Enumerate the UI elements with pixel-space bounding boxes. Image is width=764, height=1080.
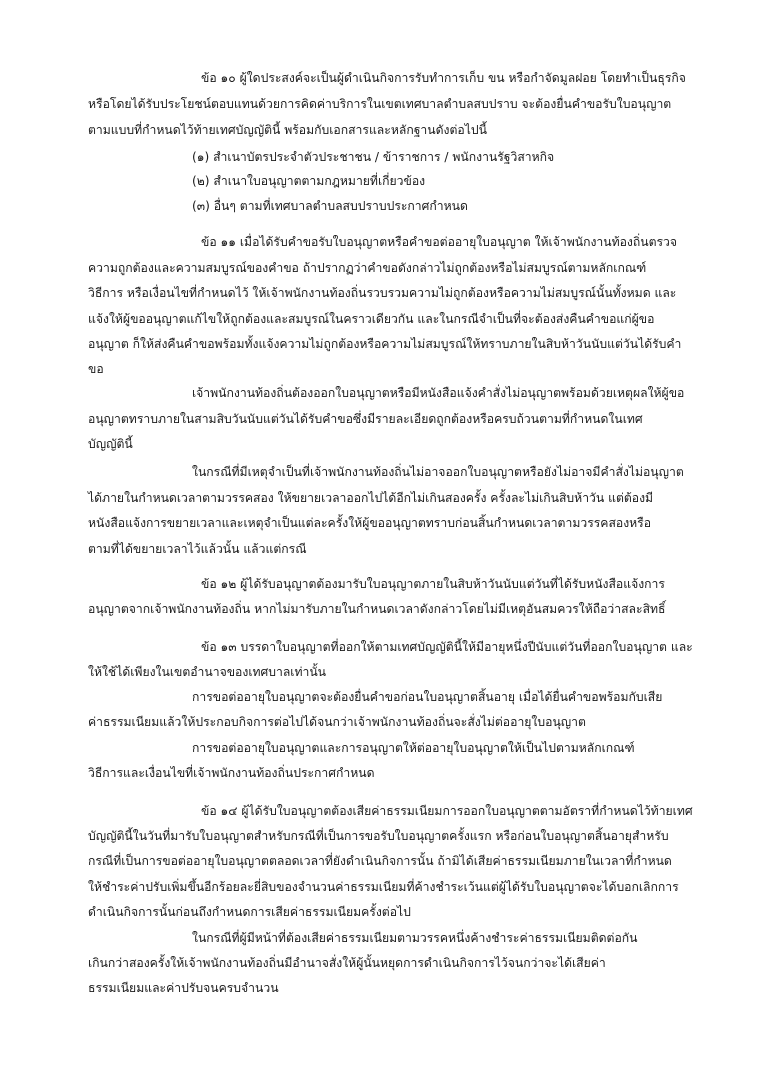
text-line: การขอต่ออายุใบอนุญาตและการอนุญาตให้ต่ออายุใบอนุญาตให้เป็นไปตามหลักเกณฑ์ [192,741,635,755]
text-line: หนังสือแจ้งการขยายเวลาและเหตุจำเป็นแต่ละครั้งให้ผู้ขออนุญาตทราบก่อนสิ้นกำหนดเวลาตามวรรคสองหรือ [88,516,652,530]
text-line: หรือโดยได้รับประโยชน์ตอบแทนด้วยการคิดค่าบริการในเขตเทศบาลตำบลสบปราบ จะต้องยื่นคำขอรับใบอนุญาต [88,97,672,111]
text-line: ดำเนินกิจการนั้นก่อนถึงกำหนดการเสียค่าธรรมเนียมครั้งต่อไป [88,905,411,919]
text-line: ค่าธรรมเนียมแล้วให้ประกอบกิจการต่อไปได้จนกว่าเจ้าพนักงานท้องถิ่นจะสั่งไม่ต่ออายุใบอนุญาต [88,715,586,729]
text-line: บัญญัตินี้ [88,437,133,451]
text-line: ให้ชำระค่าปรับเพิ่มขึ้นอีกร้อยละยี่สิบของจำนวนค่าธรรมเนียมที่ค้างชำระเว้นแต่ผู้ได้รับใบอนุญาตจะได้บอกเลิกการ [88,880,679,894]
text-line: วิธีการและเงื่อนไขที่เจ้าพนักงานท้องถิ่นประกาศกำหนด [88,766,375,780]
text-line: ธรรมเนียมและค่าปรับจนครบจำนวน [88,981,279,995]
text-line: ตามที่ได้ขยายเวลาไว้แล้วนั้น แล้วแต่กรณี [88,542,307,556]
text-line: ความถูกต้องและความสมบูรณ์ของคำขอ ถ้าปรากฏว่าคำขอดังกล่าวไม่ถูกต้องหรือไม่สมบูรณ์ตามหลักเกณฑ์ [88,261,647,275]
text-line: เกินกว่าสองครั้งให้เจ้าพนักงานท้องถิ่นมีอำนาจสั่งให้ผู้นั้นหยุดการดำเนินกิจการไว้จนกว่าจะได้เสียค่า [88,956,606,970]
text-line: ข้อ ๑๓ บรรดาใบอนุญาตที่ออกให้ตามเทศบัญญัตินี้ให้มีอายุหนึ่งปีนับแต่วันที่ออกใบอนุญาต และ [201,640,693,654]
text-line: (๑) สำเนาบัตรประจำตัวประชาชน / ข้าราชการ / พนักงานรัฐวิสาหกิจ [192,150,555,164]
text-line: อนุญาต ก็ให้ส่งคืนคำขอพร้อมทั้งแจ้งความไม่ถูกต้องหรือความไม่สมบูรณ์ให้ทราบภายในสิบห้าวันนับแต่วันได้รับคำ [88,337,682,351]
text-line: ข้อ ๑๒ ผู้ได้รับอนุญาตต้องมารับใบอนุญาตภายในสิบห้าวันนับแต่วันที่ได้รับหนังสือแจ้งการ [201,577,665,591]
text-line: ในกรณีที่มีเหตุจำเป็นที่เจ้าพนักงานท้องถิ่นไม่อาจออกใบอนุญาตหรือยังไม่อาจมีคำสั่งไม่อนุญาต [192,465,684,479]
text-line: แจ้งให้ผู้ขออนุญาตแก้ไขให้ถูกต้องและสมบูรณ์ในคราวเดียวกัน และในกรณีจำเป็นที่จะต้องส่งคืนคำขอแก่ผู้ขอ [88,312,655,326]
text-line: ตามแบบที่กำหนดไว้ท้ายเทศบัญญัตินี้ พร้อมกับเอกสารและหลักฐานดังต่อไปนี้ [88,123,487,137]
text-line: (๓) อื่นๆ ตามที่เทศบาลตำบลสบปราบประกาศกำหนด [192,199,468,213]
text-line: อนุญาตจากเจ้าพนักงานท้องถิ่น หากไม่มารับภายในกำหนดเวลาดังกล่าวโดยไม่มีเหตุอันสมควรให้ถือว่าสละสิทธิ์ [88,602,666,616]
text-line: การขอต่ออายุใบอนุญาตจะต้องยื่นคำขอก่อนใบอนุญาตสิ้นอายุ เมื่อได้ยื่นคำขอพร้อมกับเสีย [192,690,663,704]
text-line: บัญญัตินี้ในวันที่มารับใบอนุญาตสำหรับกรณีที่เป็นการขอรับใบอนุญาตครั้งแรก หรือก่อนใบอนุญาตสิ้นอายุสำหรับ [88,829,669,843]
text-line: เจ้าพนักงานท้องถิ่นต้องออกใบอนุญาตหรือมีหนังสือแจ้งคำสั่งไม่อนุญาตพร้อมด้วยเหตุผลให้ผู้ขอ [192,386,685,400]
text-line: ให้ใช้ได้เพียงในเขตอำนาจของเทศบาลเท่านั้น [88,665,327,679]
text-line: ได้ภายในกำหนดเวลาตามวรรคสอง ให้ขยายเวลาออกไปได้อีกไม่เกินสองครั้ง ครั้งละไม่เกินสิบห้าวัน แต่ต้องมี [88,491,654,505]
text-line: (๒) สำเนาใบอนุญาตตามกฎหมายที่เกี่ยวข้อง [192,174,426,188]
text-line: อนุญาตทราบภายในสามสิบวันนับแต่วันได้รับคำขอซึ่งมีรายละเอียดถูกต้องหรือครบถ้วนตามที่กำหนดในเทศ [88,412,643,426]
text-line: ข้อ ๑๐ ผู้ใดประสงค์จะเป็นผู้ดำเนินกิจการรับทำการเก็บ ขน หรือกำจัดมูลฝอย โดยทำเป็นธุรกิจ [201,71,686,85]
text-line: วิธีการ หรือเงื่อนไขที่กำหนดไว้ ให้เจ้าพนักงานท้องถิ่นรวบรวมความไม่ถูกต้องหรือความไม่สมบูรณ์นั้นทั้งหมด และ [88,286,677,300]
text-line: ข้อ ๑๑ เมื่อได้รับคำขอรับใบอนุญาตหรือคำขอต่ออายุใบอนุญาต ให้เจ้าพนักงานท้องถิ่นตรวจ [201,235,678,249]
text-line: ข้อ ๑๔ ผู้ได้รับใบอนุญาตต้องเสียค่าธรรมเนียมการออกใบอนุญาตตามอัตราที่กำหนดไว้ท้ายเทศ [201,804,693,818]
text-line: ในกรณีที่ผู้มีหน้าที่ต้องเสียค่าธรรมเนียมตามวรรคหนึ่งค้างชำระค่าธรรมเนียมติดต่อกัน [192,931,638,945]
text-line: ขอ [88,362,104,376]
text-line: กรณีที่เป็นการขอต่ออายุใบอนุญาตตลอดเวลาที่ยังดำเนินกิจการนั้น ถ้ามิได้เสียค่าธรรมเนียมภายในเวลาที่กำหนด [88,854,672,868]
